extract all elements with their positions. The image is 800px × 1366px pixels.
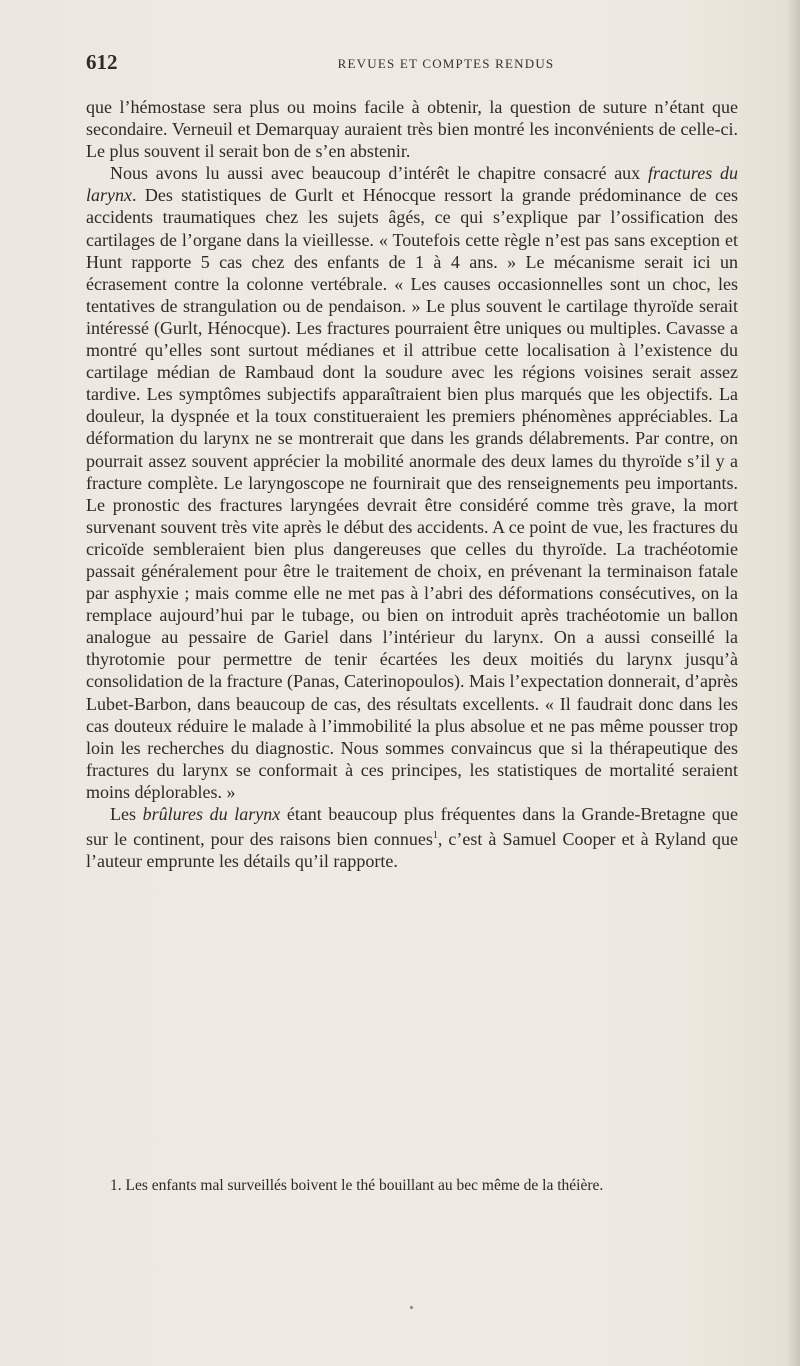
paragraph-3-emphasis: brûlures du larynx bbox=[142, 804, 281, 824]
paragraph-1-text: que l’hémostase sera plus ou moins facile à obtenir, la question de suture n’étant que secondaire. Verneuil et Demarquay auraient très bien montré les inconvénients de celle-ci. Le plus souvent il serait bon de s’en abstenir. bbox=[86, 97, 738, 162]
paragraph-2-text: . Des statistiques de Gurlt et Hénocque ressort la grande prédominance de ces accidents traumatiques chez les sujets âgés, ce qui s’explique par l’ossification des cartilages de l’organe dans la vieillesse. « Toutefois cette règle n’est pas sans exception et Hunt rapporte 5 cas chez des enfants de 1 à 4 ans. » Le mécanisme serait ici un écrasement contre la colonne vertébrale. « Les causes occasionnelles sont un choc, les tentatives de strangulation ou de pendaison. » Le plus souvent le cartilage thyroïde serait intéressé (Gurlt, Hénocque). Les fractures pourraient être uniques ou multiples. Cavasse a montré qu’elles sont surtout médianes et il attribue cette localisation à l’existence du cartilage médian de Rambaud dont la soudure avec les régions voisines serait assez tardive. Les symptômes subjectifs apparaîtraient bien plus marqués que les objectifs. La douleur, la dyspnée et la toux constitueraient les premiers phénomènes appréciables. La déformation du larynx ne se montrerait que dans les grands délabrements. Par contre, on pourrait assez souvent apprécier la mobilité anormale des deux lames du thyroïde s’il y a fracture complète. Le laryngoscope ne fournirait que des renseignements peu importants. Le pronostic des fractures laryngées devrait être considéré comme très grave, la mort survenant souvent très vite après le début des accidents. A ce point de vue, les fractures du cricoïde sembleraient bien plus dangereuses que celles du thyroïde. La trachéotomie passait généralement pour être le traitement de choix, en prévenant la terminaison fatale par asphyxie ; mais comme elle ne met pas à l’abri des déformations consécutives, on la remplace aujourd’hui par le tubage, ou bien on introduit après trachéotomie un ballon analogue au pessaire de Gariel dans l’intérieur du larynx. On a aussi conseillé la thyrotomie pour permettre de tenir écartées les deux moitiés du larynx jusqu’à consolidation de la fracture (Panas, Caterinopoulos). Mais l’expectation donnerait, d’après Lubet-Barbon, dans beaucoup de cas, des résultats excellents. « Il faudrait donc dans les cas douteux réduire le malade à l’immobilité la plus absolue et ne pas même pousser trop loin les recherches du diagnostic. Nous sommes convaincus que si la thérapeutique des fractures du larynx se conformait à ces principes, les statistiques de mortalité seraient moins déplorables. » bbox=[86, 185, 738, 802]
scan-speck bbox=[410, 1306, 413, 1309]
footnote-1 bbox=[86, 1176, 738, 1196]
page-number: 612 bbox=[86, 50, 118, 74]
paragraph-1 bbox=[86, 96, 738, 162]
page-edge-shadow bbox=[786, 0, 800, 1366]
running-title: REVUES ET COMPTES RENDUS bbox=[337, 56, 555, 71]
body-text bbox=[86, 96, 738, 872]
footnote-text: Les enfants mal surveillés boivent le thé bouillant au bec même de la théière. bbox=[121, 1177, 604, 1194]
paragraph-3 bbox=[86, 803, 738, 872]
paragraph-3-lead: Les bbox=[110, 804, 143, 824]
page-header bbox=[86, 50, 746, 80]
paragraph-2-lead: Nous avons lu aussi avec beaucoup d’intérêt le chapitre consacré aux bbox=[110, 163, 648, 184]
footnote-marker: 1. bbox=[110, 1177, 122, 1194]
paragraph-3-text-a: étant beaucoup plus fréquentes dans la Grande-Bretagne que sur le continent, pour des raisons bien connues bbox=[86, 804, 739, 850]
paragraph-2 bbox=[86, 162, 738, 803]
footnotes bbox=[86, 1176, 738, 1196]
paragraph-3-text-b: , c’est à Samuel Cooper et à Ryland que l’auteur emprunte les détails qu’il rapporte. bbox=[86, 829, 738, 872]
footnote-reference: 1 bbox=[432, 830, 438, 842]
paragraph-2-emphasis: fractures du larynx bbox=[86, 163, 739, 206]
